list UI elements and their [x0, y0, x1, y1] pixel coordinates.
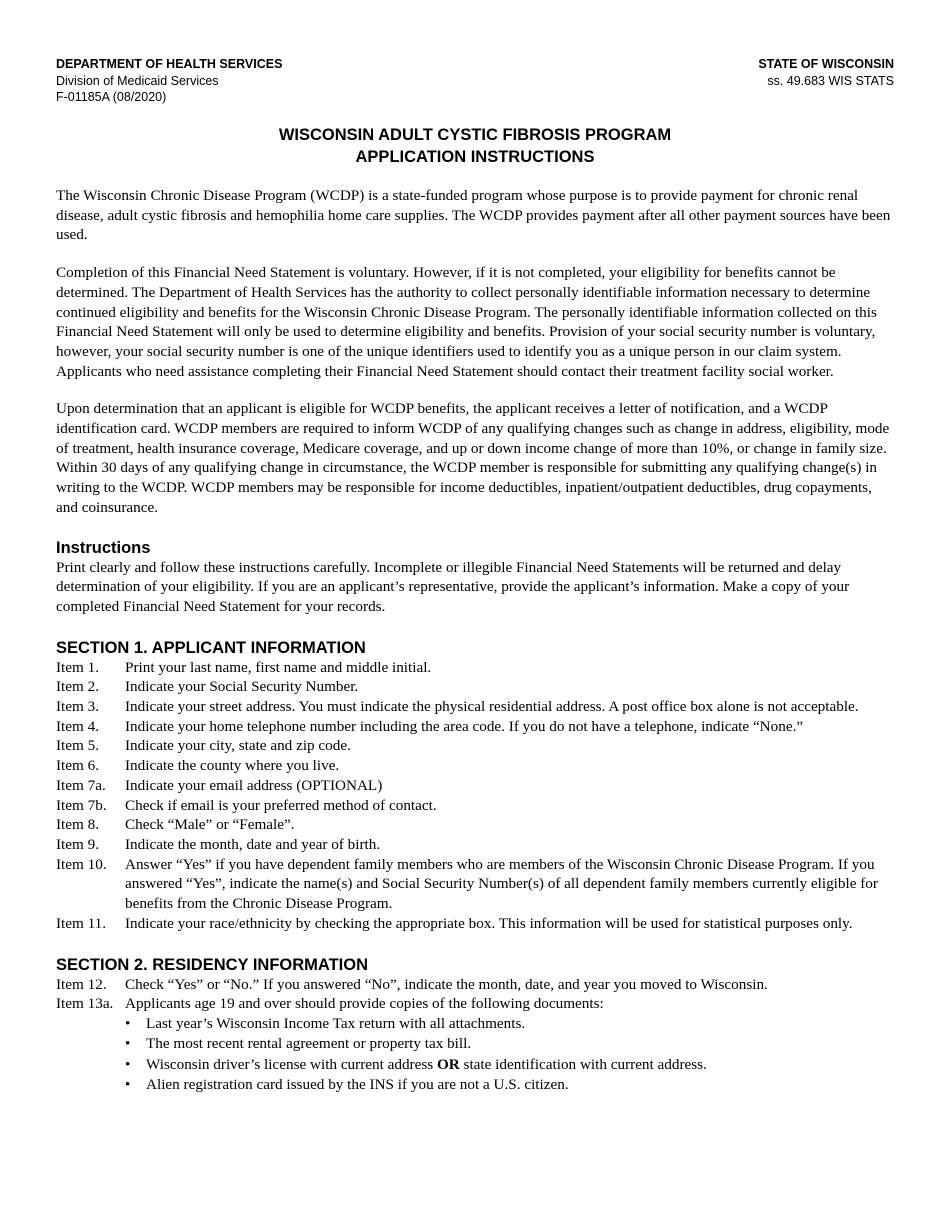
item-number: Item 8. — [56, 816, 100, 834]
list-item — [56, 796, 894, 816]
division-name: Division of Medicaid Services — [56, 73, 219, 88]
item-number: Item 4. — [56, 717, 100, 735]
form-id: F-01185A (08/2020) — [56, 90, 167, 104]
list-item — [56, 658, 894, 678]
item-number: Item 1. — [56, 658, 100, 676]
item-text: Print your last name, first name and middle initial. — [125, 658, 432, 676]
instructions-heading: Instructions — [56, 538, 151, 557]
bullet-text-pre: Wisconsin driver’s license with current address — [146, 1055, 437, 1073]
list-item — [56, 776, 894, 796]
document-bullet-list — [125, 1014, 894, 1095]
intro-paragraph-2: Completion of this Financial Need Statement is voluntary. However, if it is not completed, your eligibility for benefits cannot be determined. The Department of Health Services has the authority to collect personally identifiable information necessary to determine continued eligibility and benefits for the Wisconsin Chronic Disease Program. The personally identifiable information collected on this Financial Need Statement will only be used to determine eligibility and benefits. Provision of your social security number is voluntary, however, your social security number is one of the unique identifiers used to identify you as a unique person in our claim system. Applicants who need assistance completing their Financial Need Statement should contact their treatment facility social worker. — [56, 264, 877, 380]
list-item — [56, 815, 894, 835]
list-item — [56, 994, 894, 1014]
bullet-text-post: state identification with current address. — [459, 1055, 707, 1073]
bullet-icon: • — [125, 1035, 131, 1053]
form-header — [56, 56, 894, 106]
list-item — [56, 677, 894, 697]
document-page — [56, 56, 894, 1095]
instructions-text: Print clearly and follow these instructions carefully. Incomplete or illegible Financial Need Statements will be returned and delay determination of your eligibility. If you are an applicant’s representative, provide the applicant’s information. Make a copy of your completed Financial Need Statement for your records. — [56, 558, 850, 615]
bullet-text: Last year’s Wisconsin Income Tax return with all attachments. — [146, 1014, 526, 1032]
item-text: Indicate your race/ethnicity by checking the appropriate box. This information will be used for statistical purposes only. — [125, 914, 853, 932]
item-number: Item 2. — [56, 678, 100, 696]
list-item — [56, 975, 894, 995]
bullet-text-or: OR — [436, 1055, 460, 1073]
document-title — [56, 124, 894, 168]
item-text: Check “Yes” or “No.” If you answered “No”, indicate the month, date, and year you moved to Wisconsin. — [125, 975, 768, 993]
bullet-icon: • — [125, 1055, 131, 1073]
list-item — [56, 855, 894, 914]
bullet-item — [125, 1014, 894, 1034]
title-line-1: WISCONSIN ADULT CYSTIC FIBROSIS PROGRAM — [278, 126, 672, 144]
item-number: Item 7a. — [56, 776, 106, 794]
item-number: Item 7b. — [56, 796, 107, 814]
header-left — [56, 56, 282, 106]
title-line-2: APPLICATION INSTRUCTIONS — [355, 148, 595, 166]
bullet-item — [125, 1055, 894, 1075]
list-item — [56, 756, 894, 776]
department-name: DEPARTMENT OF HEALTH SERVICES — [56, 57, 283, 71]
item-text: Indicate your email address (OPTIONAL) — [125, 776, 383, 794]
section-1-items — [56, 658, 894, 934]
item-number: Item 5. — [56, 737, 100, 755]
list-item — [56, 736, 894, 756]
header-right — [758, 56, 894, 89]
intro-paragraph-1: The Wisconsin Chronic Disease Program (WCDP) is a state-funded program whose purpose is to provide payment for chronic renal disease, adult cystic fibrosis and hemophilia home care supplies. The WCDP provides payment after all other payment sources have been used. — [56, 187, 891, 244]
section-2-items — [56, 975, 894, 1014]
list-item — [56, 717, 894, 737]
bullet-icon: • — [125, 1014, 131, 1032]
intro-paragraph-3: Upon determination that an applicant is eligible for WCDP benefits, the applicant receives a letter of notification, and a WCDP identification card. WCDP members are required to inform WCDP of any qualifying changes such as change in address, eligibility, mode of treatment, health insurance coverage, Medicare coverage, and up or down income change of more than 10%, or change in family size. Within 30 days of any qualifying change in circumstance, the WCDP member is responsible for submitting any qualifying change(s) in writing to the WCDP. WCDP members may be responsible for income deductibles, inpatient/outpatient deductibles, drug copayments, and coinsurance. — [56, 400, 890, 516]
item-text: Indicate the month, date and year of birth. — [125, 835, 381, 853]
item-number: Item 3. — [56, 698, 100, 716]
item-number: Item 13a. — [56, 995, 114, 1013]
item-number: Item 9. — [56, 835, 100, 853]
item-text: Applicants age 19 and over should provide copies of the following documents: — [125, 995, 604, 1013]
list-item — [56, 697, 894, 717]
item-text: Indicate the county where you live. — [125, 757, 340, 775]
bullet-icon: • — [125, 1075, 131, 1093]
bullet-text: The most recent rental agreement or property tax bill. — [146, 1035, 472, 1053]
item-number: Item 11. — [56, 914, 107, 932]
statute-ref: ss. 49.683 WIS STATS — [767, 73, 894, 88]
item-text: Indicate your Social Security Number. — [125, 678, 359, 696]
item-text: Check “Male” or “Female”. — [125, 816, 295, 834]
section-1-heading: SECTION 1. APPLICANT INFORMATION — [56, 638, 366, 657]
item-number: Item 10. — [56, 855, 107, 873]
item-text: Indicate your city, state and zip code. — [125, 737, 351, 755]
section-2-heading: SECTION 2. RESIDENCY INFORMATION — [56, 955, 369, 974]
bullet-item — [125, 1034, 894, 1054]
list-item — [56, 914, 894, 934]
item-text: Check if email is your preferred method of contact. — [125, 796, 437, 814]
bullet-text-composite — [146, 1055, 707, 1075]
item-text: Indicate your home telephone number including the area code. If you do not have a telephone, indicate “None.” — [125, 717, 804, 735]
item-text: Answer “Yes” if you have dependent family members who are members of the Wisconsin Chronic Disease Program. If you answered “Yes”, indicate the name(s) and Social Security Number(s) of all dependent family members currently eligible for benefits from the Chronic Disease Program. — [125, 855, 878, 913]
item-text: Indicate your street address. You must indicate the physical residential address. A post office box alone is not acceptable. — [125, 698, 859, 716]
item-number: Item 12. — [56, 975, 107, 993]
state-name: STATE OF WISCONSIN — [758, 57, 894, 71]
item-number: Item 6. — [56, 757, 100, 775]
bullet-text: Alien registration card issued by the INS if you are not a U.S. citizen. — [146, 1075, 569, 1093]
bullet-item — [125, 1075, 894, 1095]
list-item — [56, 835, 894, 855]
